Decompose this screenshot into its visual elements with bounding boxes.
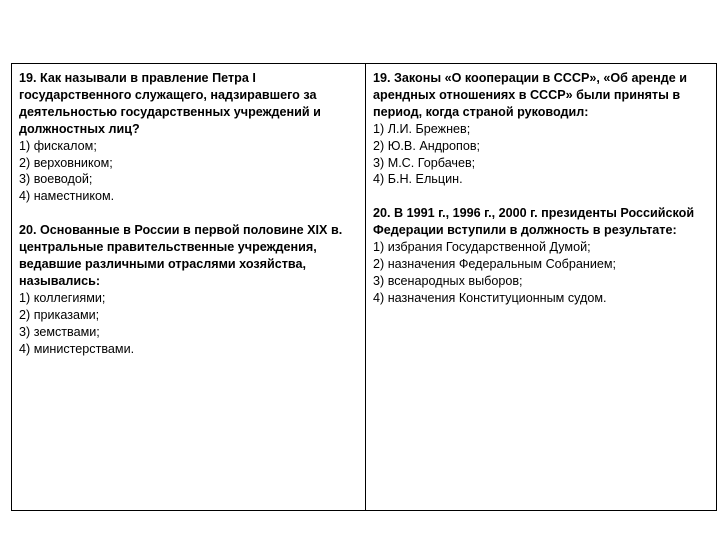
answer-option: 4) министерствами. — [19, 341, 135, 356]
question-block — [19, 222, 360, 357]
question-text: 19. Законы «О кооперации в СССР», «Об аренде и арендных отношениях в СССР» были приняты в период, когда страной руководил: — [373, 71, 687, 119]
answer-option: 3) воеводой; — [19, 172, 93, 187]
answer-option: 2) верховником; — [19, 155, 113, 170]
answer-option: 3) М.С. Горбачев; — [373, 155, 476, 170]
answer-option: 4) Б.Н. Ельцин. — [373, 172, 463, 187]
question-text: 20. В 1991 г., 1996 г., 2000 г. президенты Российской Федерации вступили в должность в результате: — [373, 206, 695, 238]
answer-option: 3) всенародных выборов; — [373, 273, 523, 288]
answer-options — [373, 121, 711, 189]
question-block — [373, 205, 711, 306]
answer-option: 4) назначения Конституционным судом. — [373, 290, 607, 305]
right-column — [366, 64, 716, 510]
question-table — [11, 63, 717, 511]
answer-option: 4) наместником. — [19, 189, 115, 204]
answer-options — [19, 138, 360, 206]
answer-option: 1) коллегиями; — [19, 290, 106, 305]
answer-option: 2) Ю.В. Андропов; — [373, 138, 481, 153]
left-column — [12, 64, 366, 510]
answer-option: 2) назначения Федеральным Собранием; — [373, 257, 617, 272]
answer-option: 2) приказами; — [19, 307, 100, 322]
answer-options — [19, 290, 360, 358]
answer-option: 1) фискалом; — [19, 138, 97, 153]
question-block — [373, 70, 711, 188]
question-text: 20. Основанные в России в первой половине XIX в. центральные правительственные учреждения, ведавшие различными отраслями хозяйства, назывались: — [19, 223, 343, 288]
answer-option: 1) избрания Государственной Думой; — [373, 240, 591, 255]
question-block — [19, 70, 360, 205]
question-text: 19. Как называли в правление Петра I государственного служащего, надзиравшего за деятельностью государственных учреждений и должностных лиц? — [19, 71, 321, 136]
answer-option: 1) Л.И. Брежнев; — [373, 121, 471, 136]
answer-options — [373, 239, 711, 307]
answer-option: 3) земствами; — [19, 324, 100, 339]
